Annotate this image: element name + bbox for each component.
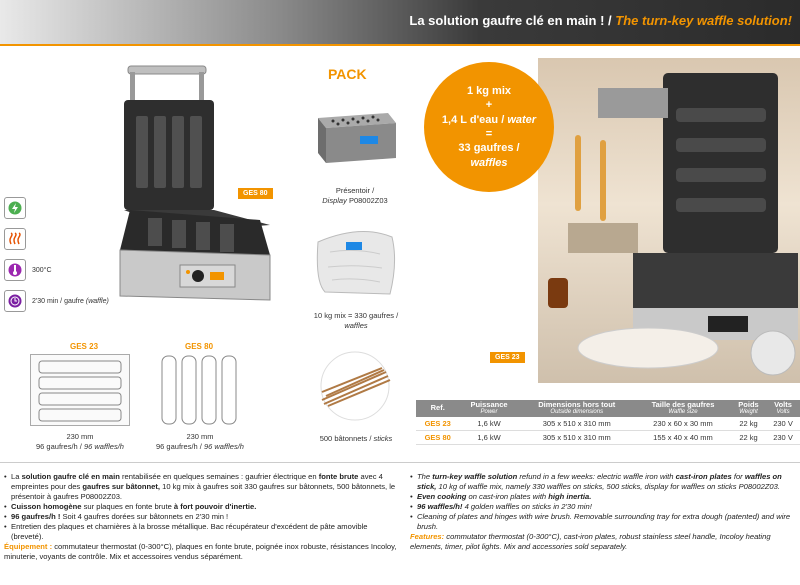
spec-table-header [416, 400, 800, 417]
product-tag-ges80: GES 80 [238, 188, 273, 199]
plate-label-ges80: GES 80 [185, 342, 214, 351]
plate-ges23-caption: 230 mm 96 gaufres/h / 96 waffles/h [36, 432, 124, 451]
waffle-machine-image [110, 60, 275, 310]
header-ref: Ref. [416, 400, 459, 417]
temperature-label: 300°C [32, 267, 52, 274]
heat-icon [4, 228, 26, 250]
features-en: Features: commutator thermostat (0-300°C), cast-iron plates, robust stainless steel handle, Incoloy heating elements, timer, pilot lights. Mix and accessories sold separately. [410, 532, 771, 552]
sticks-caption: 500 bâtonnets / sticks [319, 434, 393, 443]
list-item: • Cuisson homogène sur plaques en fonte brute à fort pouvoir d'inertie. [4, 502, 402, 512]
power-icon [4, 197, 26, 219]
plate-label-ges23: GES 23 [70, 342, 99, 351]
header-power: Puissance Power [459, 400, 518, 417]
mix-caption: 10 kg mix = 330 gaufres / waffles [313, 311, 399, 330]
header-volts: Volts Volts [766, 400, 800, 417]
list-item: • Even cooking on cast-iron plates with high inertia. [410, 492, 798, 502]
equipment-fr: Équipement : commutateur thermostat (0-300°C), plaques en fonte brute, poignée inox robuste, résistances Incoloy, minuterie, voyants de contrôle. Mix et accessoires vendus séparément. [4, 542, 397, 562]
timer-icon [4, 290, 26, 312]
title-fr: La solution gaufre clé en main ! / [409, 13, 612, 28]
display-stand-image [308, 108, 398, 168]
sticks-image [312, 350, 398, 422]
description-en [410, 472, 798, 552]
header-underline [0, 44, 800, 46]
list-item: • The turn-key waffle solution refund in a few weeks: electric waffle iron with cast-iron plates for waffles on stick, 10 kg of waffle mix, namely 330 waffles on sticks, 500 sticks, display for waffles on sticks P08002Z03. [410, 472, 798, 492]
spec-table [416, 400, 800, 445]
display-caption: Présentoir / Display P08002Z03 [322, 186, 388, 205]
list-item: • La solution gaufre clé en main rentabilisée en quelques semaines : gaufrier électrique en fonte brute avec 4 empreintes pour des gaufres sur bâtonnet, 10 kg mix à gaufres soit 330 gaufres sur bâtonnets, 500 bâtonnets, le présentoir à gaufres P08002Z03. [4, 472, 402, 502]
table-row: GES 80 1,6 kW 305 x 510 x 310 mm 155 x 40 x 40 mm 22 kg 230 V [416, 430, 800, 444]
product-tag-ges23: GES 23 [490, 352, 525, 363]
list-item: • Entretien des plaques et charnières à la brosse métallique. Bac récupérateur d'excédent de pâte amovible (breveté). [4, 522, 402, 542]
plate-ges23-image [30, 354, 130, 426]
header-dimensions: Dimensions hors tout Outside dimensions [519, 400, 635, 417]
description-fr [4, 472, 402, 562]
table-row: GES 23 1,6 kW 305 x 510 x 310 mm 230 x 60 x 30 mm 22 kg 230 V [416, 417, 800, 431]
title-en: The turn-key waffle solution! [615, 13, 792, 28]
mix-ratio-badge: 1 kg mix + 1,4 L d'eau / water = 33 gaufres / waffles [424, 62, 554, 192]
list-item: • 96 waffles/h! 4 golden waffles on sticks in 2'30 min! [410, 502, 798, 512]
waffle-mix-bag-image [310, 222, 400, 297]
plate-ges80-caption: 230 mm 96 gaufres/h / 96 waffles/h [156, 432, 244, 451]
product-photo [538, 58, 800, 383]
header-weight: Poids Weight [731, 400, 766, 417]
list-item: • Cleaning of plates and hinges with wire brush. Removable surrounding tray for extra dough (patented) and wire brush. [410, 512, 798, 532]
thermometer-icon [4, 259, 26, 281]
page-title [409, 13, 792, 28]
plate-ges80-image [158, 354, 240, 426]
header-banner [0, 0, 800, 44]
pack-title: PACK [328, 66, 367, 82]
header-waffle-size: Taille des gaufres Waffle size [635, 400, 731, 417]
section-divider [0, 462, 800, 463]
list-item: • 96 gaufres/h ! Soit 4 gaufres dorées sur bâtonnets en 2'30 min ! [4, 512, 402, 522]
timer-label: 2'30 min / gaufre (waffle) [32, 298, 109, 305]
